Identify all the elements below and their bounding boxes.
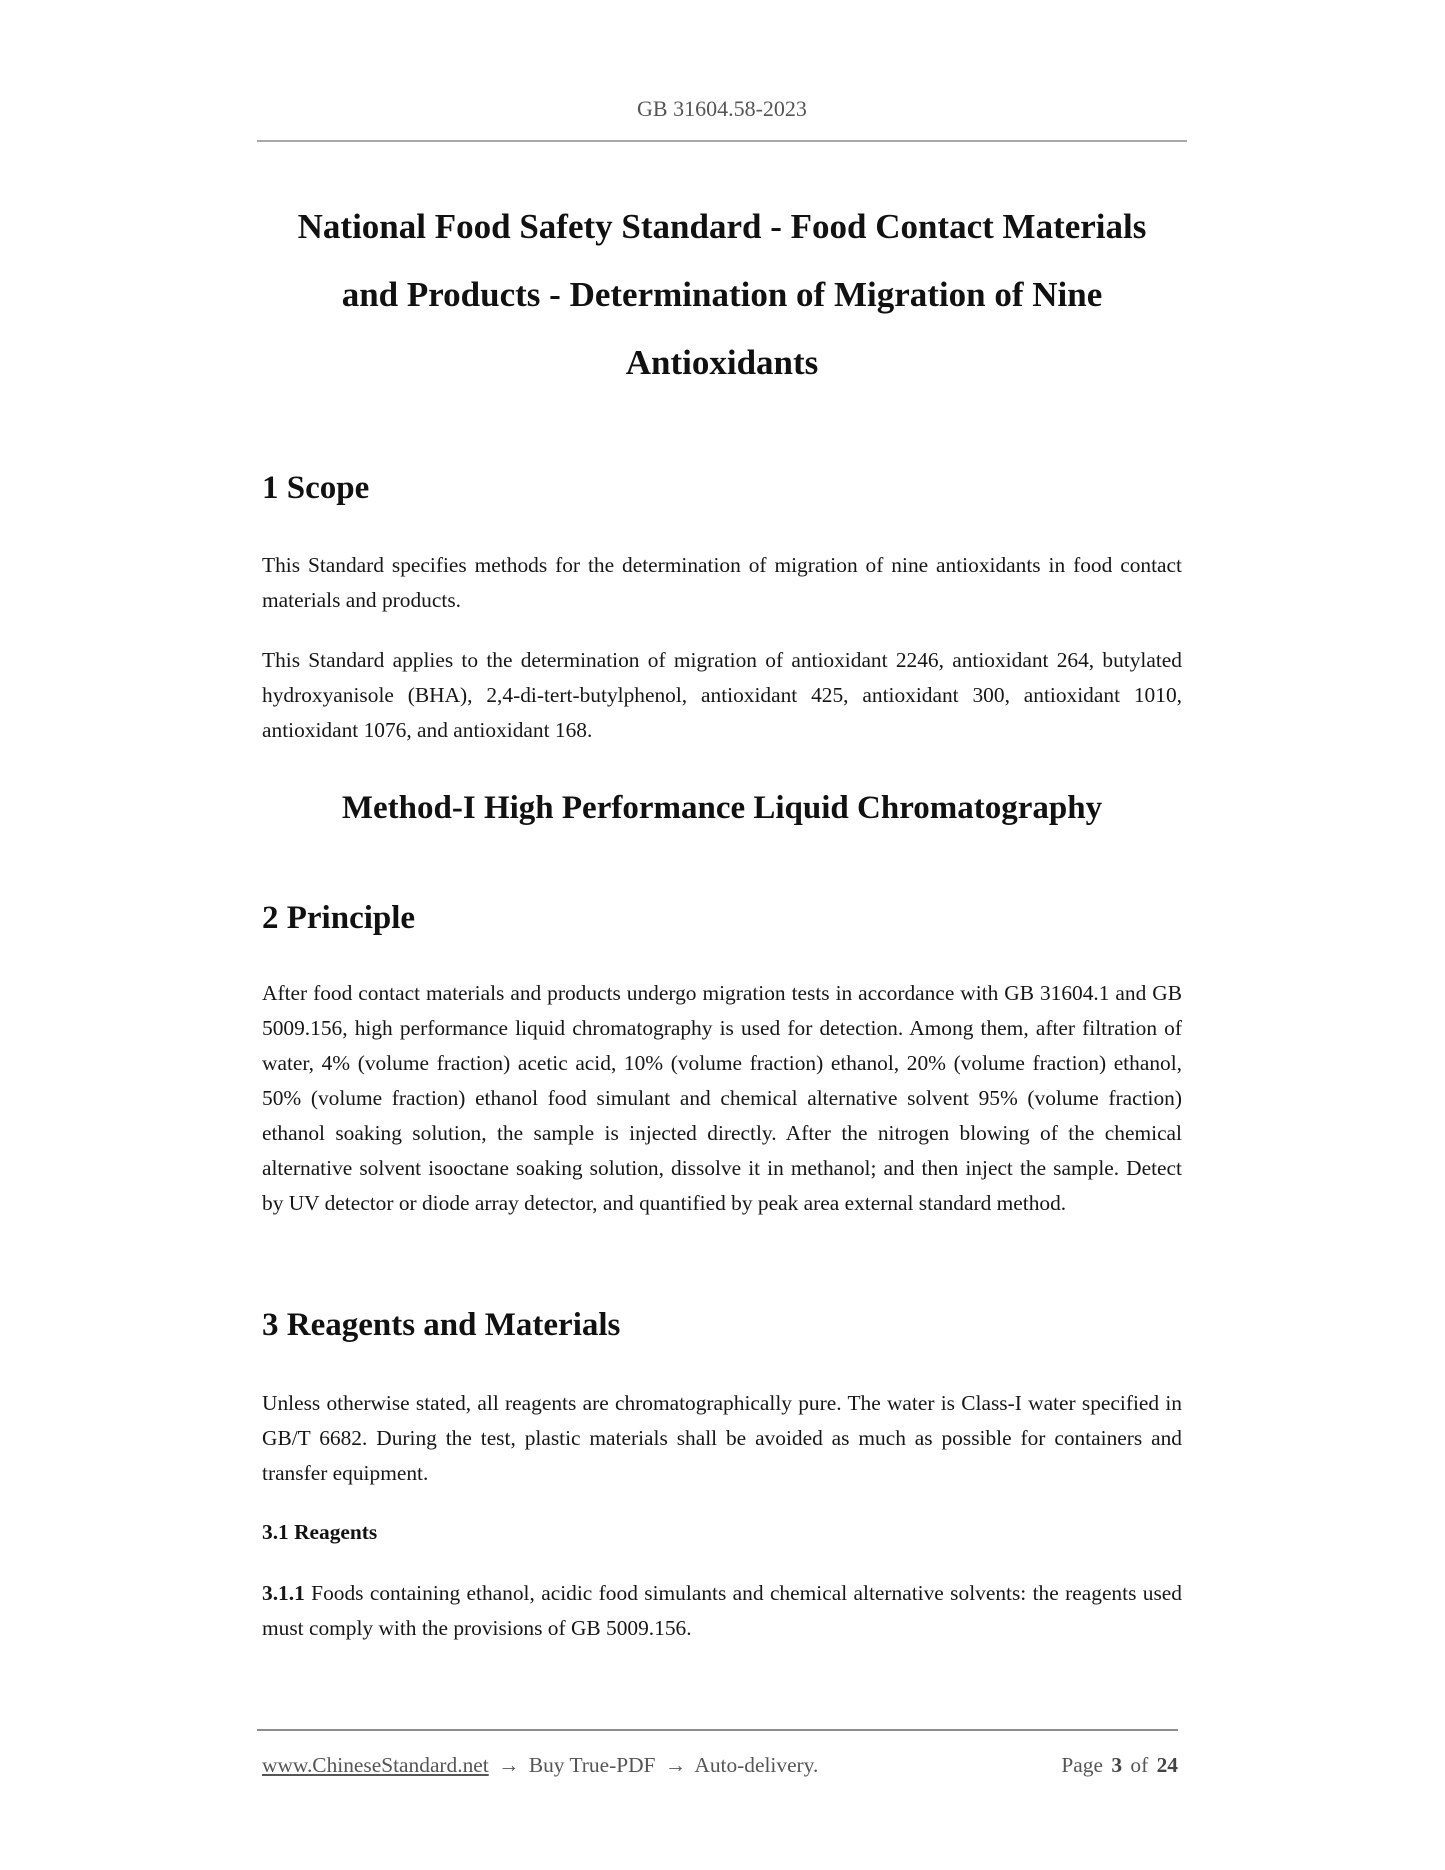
document-title [257, 193, 1187, 397]
reagent-item-3-1-1 [262, 1576, 1182, 1646]
footer-promo [262, 1750, 818, 1780]
footer-divider [257, 1729, 1178, 1731]
page-total: 24 [1156, 1753, 1178, 1777]
section-heading-scope: 1 Scope [262, 470, 370, 506]
page-footer [262, 1750, 1178, 1780]
page-number [1058, 1750, 1178, 1780]
reagent-item-text: Foods containing ethanol, acidic food simulants and chemical alternative solvents: the reagents used must comply with the provisions of GB 5009.156. [262, 1581, 1182, 1640]
scope-paragraph-2: This Standard applies to the determination of migration of antioxidant 2246, antioxidant 264, butylated hydroxyanisole (BHA), 2,4-di-tert-butylphenol, antioxidant 425, antioxidant 300, antioxidant 1010, antioxidant 1076, and antioxidant 168. [262, 648, 1182, 742]
scope-paragraph-1: This Standard specifies methods for the determination of migration of nine antioxidants in food contact materials and products. [262, 553, 1182, 612]
section-heading-reagents-materials: 3 Reagents and Materials [262, 1307, 621, 1343]
page-label: Page [1061, 1753, 1103, 1777]
reagent-item-number: 3.1.1 [262, 1581, 305, 1605]
page-header-standard-code: GB 31604.58-2023 [637, 96, 807, 121]
principle-paragraph: After food contact materials and products undergo migration tests in accordance with GB 31604.1 and GB 5009.156, high performance liquid chromatography is used for detection. Among them, after filtration of water, 4% (volume fraction) acetic acid, 10% (volume fraction) ethanol, 20% (volume fraction) ethanol, 50% (volume fraction) ethanol food simulant and chemical alternative solvent 95% (volume fraction) ethanol soaking solution, the sample is injected directly. After the nitrogen blowing of the chemical alternative solvent isooctane soaking solution, dissolve it in methanol; and then inject the sample. Detect by UV detector or diode array detector, and quantified by peak area external standard method. [262, 981, 1182, 1215]
footer-delivery-text: Auto-delivery. [694, 1753, 819, 1777]
method-heading: Method-I High Performance Liquid Chromatography [341, 790, 1103, 826]
document-title-line-3: Antioxidants [625, 343, 819, 382]
document-title-line-1: National Food Safety Standard - Food Contact Materials [297, 207, 1147, 246]
page-of-label: of [1130, 1753, 1149, 1777]
arrow-right-icon: → [664, 1753, 687, 1777]
section-heading-principle: 2 Principle [262, 900, 416, 936]
document-title-line-2: and Products - Determination of Migration of Nine [341, 275, 1103, 314]
chinesestandard-link[interactable]: www.ChineseStandard.net [262, 1753, 489, 1777]
footer-buy-text: Buy True-PDF [528, 1753, 656, 1777]
header-divider [257, 140, 1187, 142]
subsection-heading-reagents: 3.1 Reagents [262, 1520, 378, 1544]
arrow-right-icon: → [498, 1753, 520, 1777]
page-current: 3 [1111, 1753, 1123, 1777]
reagents-materials-paragraph: Unless otherwise stated, all reagents are chromatographically pure. The water is Class-I water specified in GB/T 6682. During the test, plastic materials shall be avoided as much as possible for containers and transfer equipment. [262, 1391, 1182, 1485]
